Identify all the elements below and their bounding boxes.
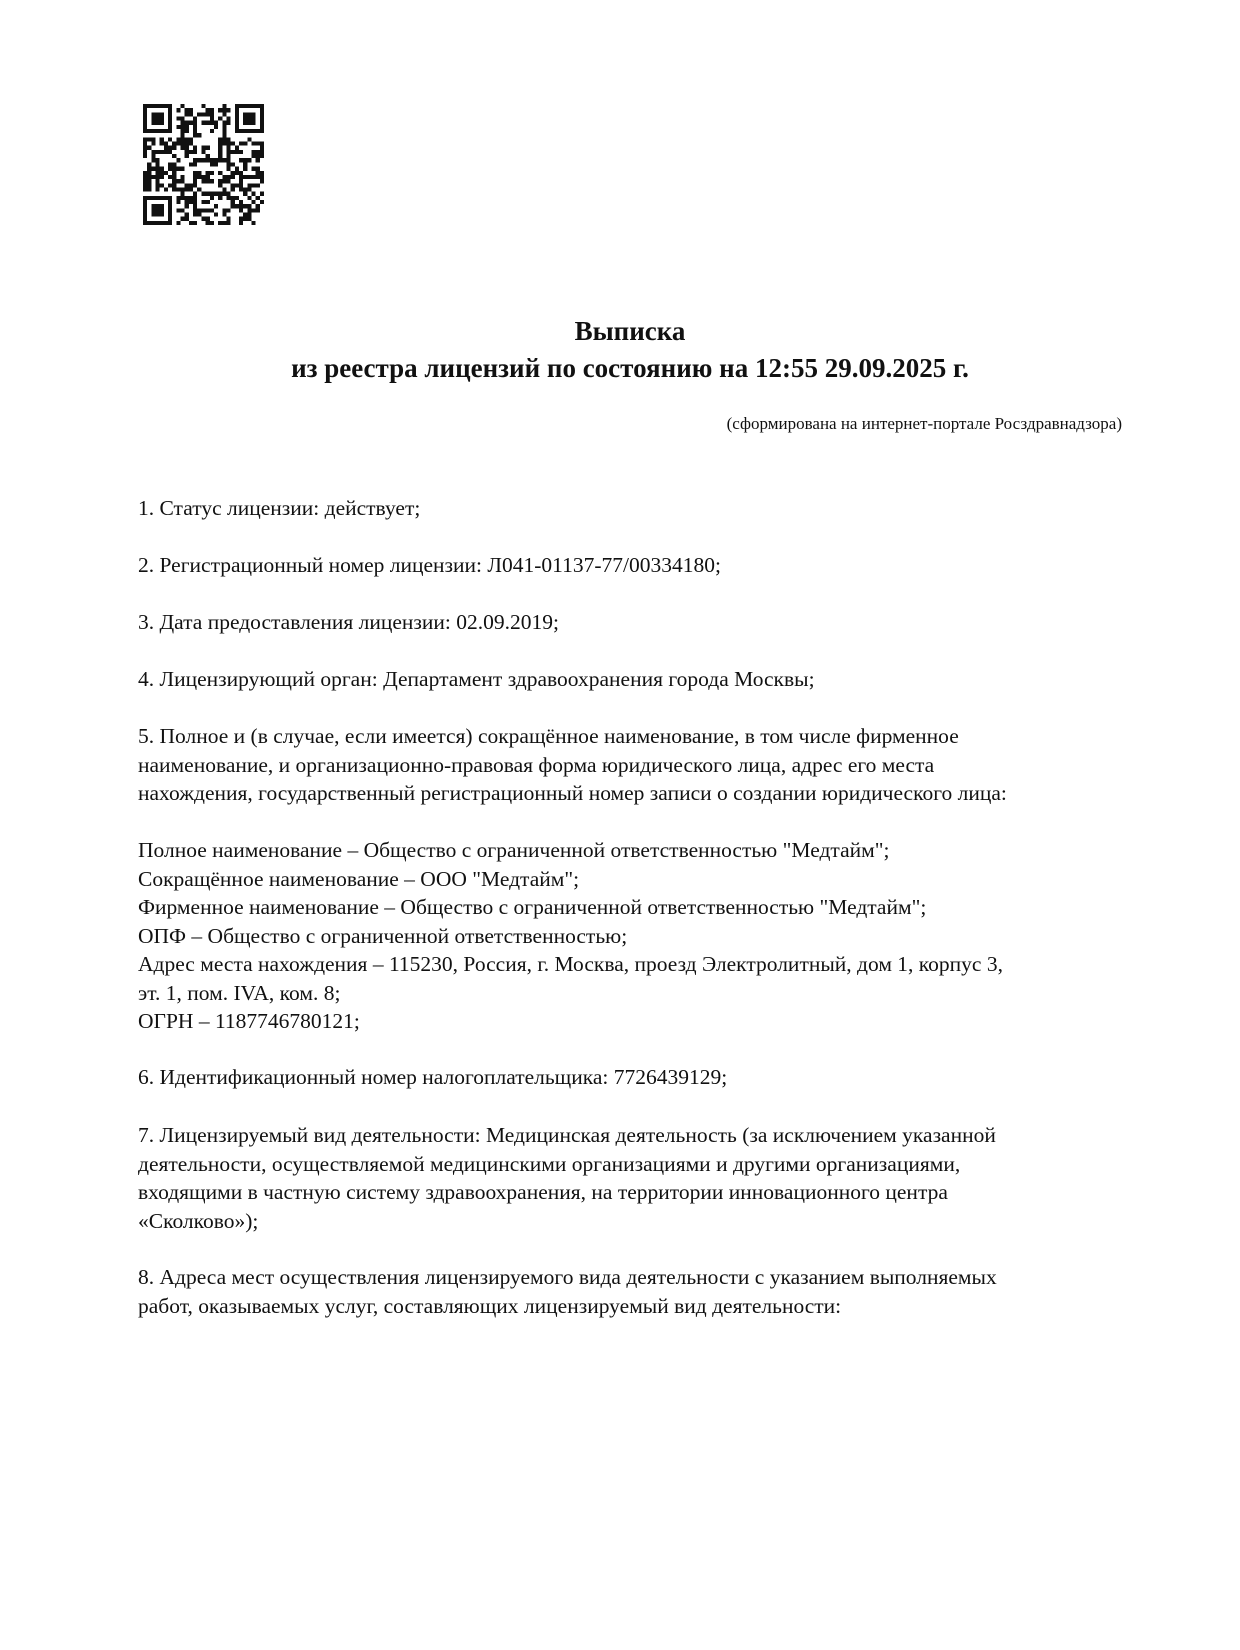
text-line: работ, оказываемых услуг, составляющих лицензируемый вид деятельности: [138,1293,842,1318]
text-line: 1. Статус лицензии: действует; [138,496,421,520]
license-item [138,551,721,580]
text-line: Адрес места нахождения – 115230, Россия, г. Москва, проезд Электролитный, дом 1, корпус 3, [138,952,1003,976]
text-line: 4. Лицензирующий орган: Департамент здравоохранения города Москвы; [138,667,815,691]
text-line: 3. Дата предоставления лицензии: 02.09.2019; [138,610,559,634]
license-item [138,1121,996,1235]
license-item [138,722,1007,808]
text-line: 6. Идентификационный номер налогоплательщика: 7726439129; [138,1065,728,1089]
text-line: входящими в частную систему здравоохранения, на территории инновационного центра [138,1180,948,1204]
qr-code-icon [143,104,264,225]
license-item [138,1063,727,1092]
text-line: деятельности, осуществляемой медицинскими организациями и другими организациями, [138,1151,961,1176]
license-item [138,1263,997,1320]
text-line: наименование, и организационно-правовая форма юридического лица, адрес его места [138,752,935,777]
text-line: нахождения, государственный регистрационный номер записи о создании юридического лица: [138,781,1007,805]
document-subtitle: из реестра лицензий по состоянию на 12:55 29.09.2025 г. [291,353,969,383]
text-line: 2. Регистрационный номер лицензии: Л041-01137-77/00334180; [138,553,721,577]
text-line: ОГРН – 1187746780121; [138,1009,360,1033]
license-item [138,608,559,637]
text-line: Сокращённое наименование – ООО "Медтайм"; [138,866,580,891]
text-line: эт. 1, пом. IVA, ком. 8; [138,980,341,1005]
text-line: Фирменное наименование – Общество с ограниченной ответственностью "Медтайм"; [138,895,927,919]
text-line: 8. Адреса мест осуществления лицензируемого вида деятельности с указанием выполняемых [138,1265,997,1289]
text-line: «Сколково»); [138,1208,259,1233]
text-line: 7. Лицензируемый вид деятельности: Медицинская деятельность (за исключением указанной [138,1123,996,1147]
text-line: Полное наименование – Общество с ограниченной ответственностью "Медтайм"; [138,838,890,862]
document-title: Выписка [574,316,686,346]
source-note: (сформирована на интернет-портале Росздравнадзора) [726,414,1122,433]
license-item [138,494,420,523]
license-item [138,665,815,694]
license-item [138,836,1003,1036]
text-line: ОПФ – Общество с ограниченной ответственностью; [138,923,628,948]
text-line: 5. Полное и (в случае, если имеется) сокращённое наименование, в том числе фирменное [138,724,959,748]
